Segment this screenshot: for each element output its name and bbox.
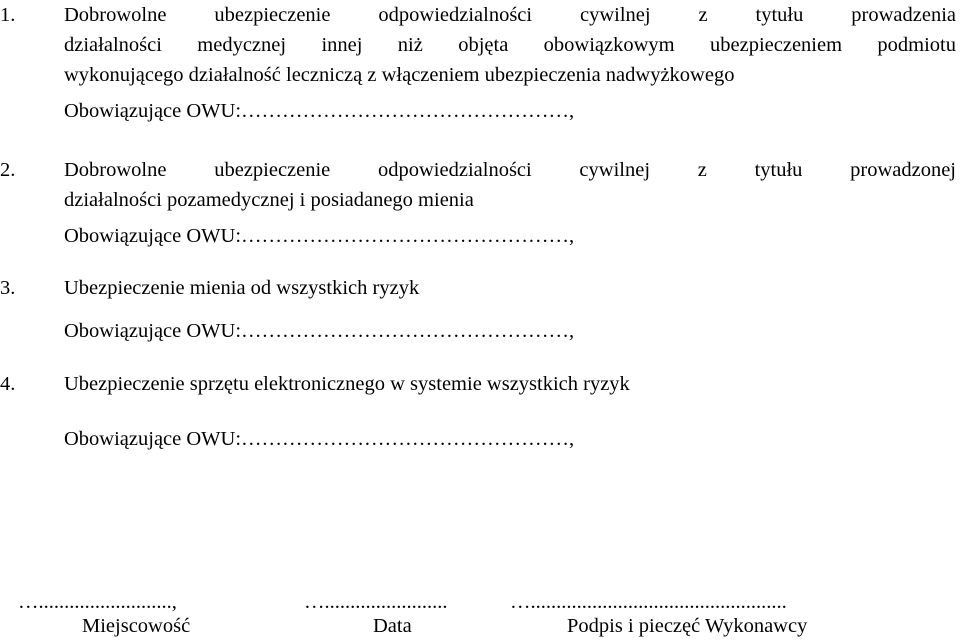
owu-line: Obowiązujące OWU:…………………………………………,: [64, 100, 575, 122]
item-title-line: działalności medycznej innej niż objęta obowiązkowym ubezpieczeniem podmiotu: [64, 34, 956, 56]
item-title: [64, 273, 956, 303]
date-dots: …........................: [304, 591, 448, 613]
item-title-line: Ubezpieczenie sprzętu elektronicznego w systemie wszystkich ryzyk: [64, 373, 630, 395]
item-title-line: Ubezpieczenie mienia od wszystkich ryzyk: [64, 277, 420, 299]
signature-label: Podpis i pieczęć Wykonawcy: [567, 615, 808, 637]
item-title-line: działalności pozamedycznej i posiadanego mienia: [64, 189, 474, 211]
signature-dots: …..................................................: [510, 591, 787, 613]
owu-line: Obowiązujące OWU:…………………………………………,: [64, 225, 575, 247]
item-number: 4.: [0, 373, 16, 395]
place-dots: …..........................,: [18, 591, 177, 613]
item-number: 1.: [0, 4, 16, 26]
item-title: [64, 0, 956, 90]
date-label: Data: [373, 615, 412, 637]
insurance-item-4: [0, 369, 960, 469]
item-title: [64, 155, 956, 215]
place-label: Miejscowość: [82, 615, 191, 637]
owu-line: Obowiązujące OWU:…………………………………………,: [64, 428, 575, 450]
item-number: 2.: [0, 159, 16, 181]
owu-line: Obowiązujące OWU:…………………………………………,: [64, 320, 575, 342]
item-title-line: Dobrowolne ubezpieczenie odpowiedzialności cywilnej z tytułu prowadzonej: [64, 159, 956, 181]
insurance-item-1: [0, 0, 960, 130]
insurance-item-2: [0, 155, 960, 255]
insurance-item-3: [0, 273, 960, 353]
item-title-line: wykonującego działalność leczniczą z włączeniem ubezpieczenia nadwyżkowego: [64, 64, 735, 86]
item-number: 3.: [0, 277, 16, 299]
item-title-line: Dobrowolne ubezpieczenie odpowiedzialności cywilnej z tytułu prowadzenia: [64, 4, 956, 26]
item-title: [64, 369, 956, 399]
